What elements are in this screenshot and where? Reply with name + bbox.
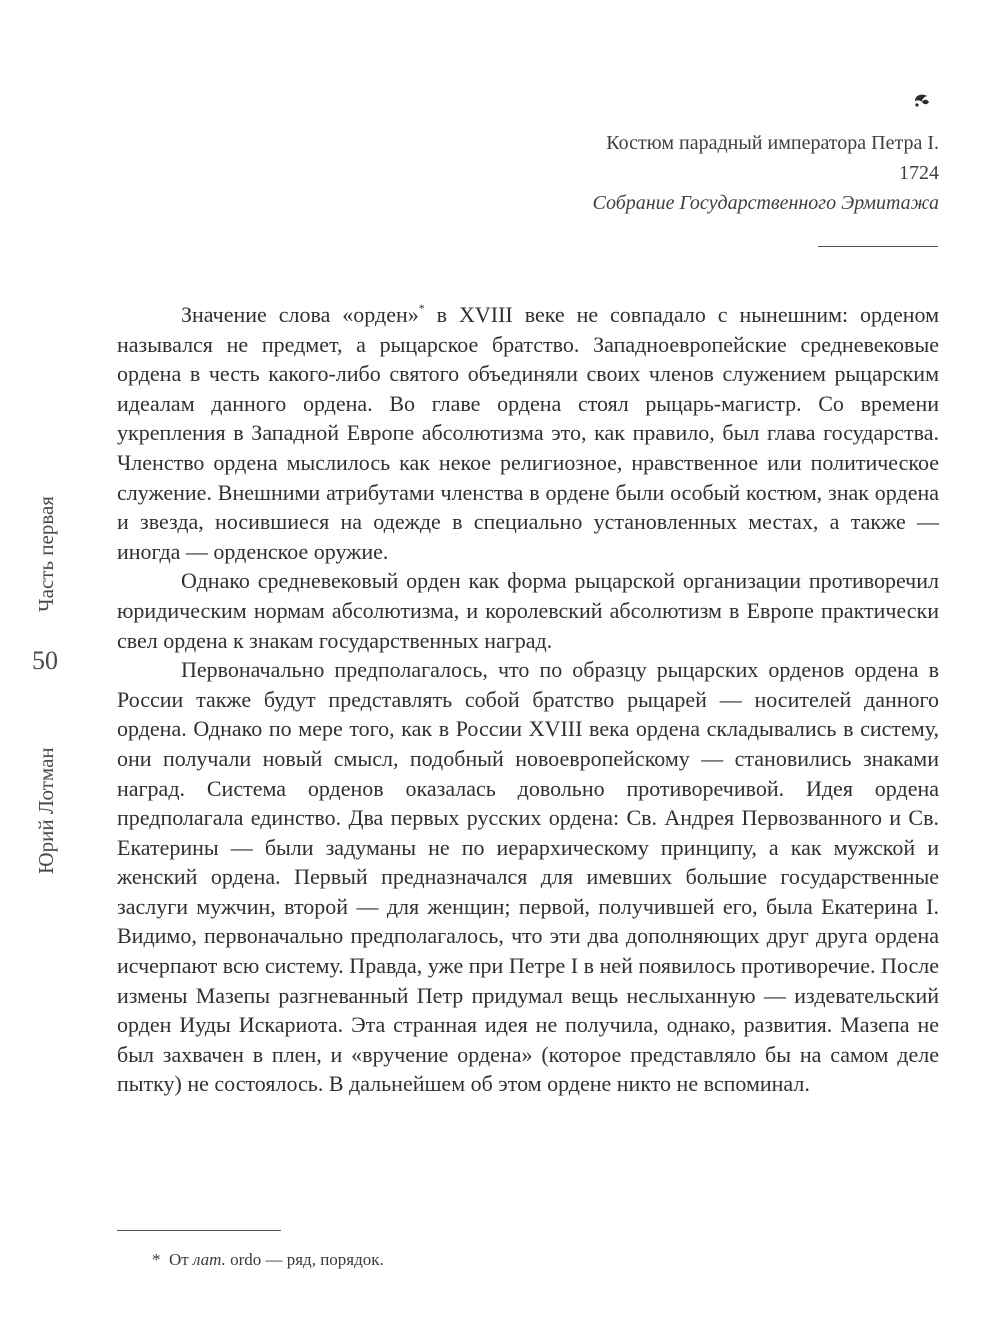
footnote-mark: * bbox=[152, 1250, 161, 1269]
illustration-caption bbox=[592, 128, 939, 218]
footnote-prefix: От bbox=[169, 1250, 189, 1269]
paragraph-1-start: Значение слова «орден» bbox=[181, 302, 419, 327]
running-head-section: Часть первая bbox=[34, 496, 58, 612]
caption-year: 1724 bbox=[899, 162, 939, 184]
caption-divider bbox=[818, 246, 938, 247]
paragraph-1 bbox=[117, 300, 939, 566]
page-number: 50 bbox=[32, 646, 58, 675]
footnote bbox=[152, 1250, 384, 1270]
paragraph-3: Первоначально предполагалось, что по образцу рыцарских орденов ордена в России также будут представлять собой братство рыцарей — носителей данного ордена. Однако по мере того, как в России XVIII века ордена складывались в систему, они получали новый смысл, подобный новоевропейскому — становились знаками наград. Система орденов оказалась довольно противоречивой. Идея ордена предполагала единство. Два первых русских ордена: Св. Андрея Первозванного и Св. Екатерины — были задуманы не по иерархическому принципу, а как мужской и женский ордена. Первый предназначался для имевших большие государственные заслуги мужчин, второй — для женщин; первой, получившей его, была Екатерина I. Видимо, первоначально предполагалось, что эти два дополняющих друг друга ордена исчерпают всю систему. Правда, уже при Петре I в ней появилось противоречие. После измены Мазепы разгневанный Петр придумал вещь неслыханную — издевательский орден Иуды Искариота. Эта странная идея не получила, однако, развития. Мазепа не был захвачен в плен, и «вручение ордена» (которое представляло бы на самом деле пытку) не состоялось. В дальнейшем об этом ордене никто не вспоминал. bbox=[117, 657, 939, 1097]
footnote-abbr: лат. bbox=[192, 1250, 226, 1269]
caption-title: Костюм парадный императора Петра I. bbox=[606, 132, 939, 154]
paragraph-1-rest: в XVIII веке не совпадало с нынешним: орденом назывался не предмет, а рыцарское братство. Западноевропейские средневековые ордена в честь какого-либо святого объединяли своих членов служением рыцарским идеалам данного ордена. Во главе ордена стоял рыцарь-магистр. Со времени укрепления в Западной Европе абсолютизма это, как правило, был глава государства. Членство ордена мыслилось как некое религиозное, нравственное или политическое служение. Внешними атрибутами членства в ордене были особый костюм, знак ордена и звезда, носившиеся на одежде в специально установленных местах, а также — иногда — орденское оружие. bbox=[117, 302, 939, 564]
main-text bbox=[117, 300, 939, 1099]
footnote-divider bbox=[117, 1230, 281, 1231]
running-head bbox=[30, 460, 70, 880]
paragraph-2: Однако средневековый орден как форма рыцарской организации противоречил юридическим нормам абсолютизма, и королевский абсолютизм в Европе практически свел ордена к знакам государственных наград. bbox=[117, 568, 939, 653]
running-head-author: Юрий Лотман bbox=[34, 747, 58, 874]
footnote-text: ordo — ряд, порядок. bbox=[230, 1250, 384, 1269]
caption-source: Собрание Государственного Эрмитажа bbox=[592, 192, 939, 214]
footnote-reference: * bbox=[418, 301, 425, 315]
leaf-ornament-icon bbox=[912, 90, 932, 110]
